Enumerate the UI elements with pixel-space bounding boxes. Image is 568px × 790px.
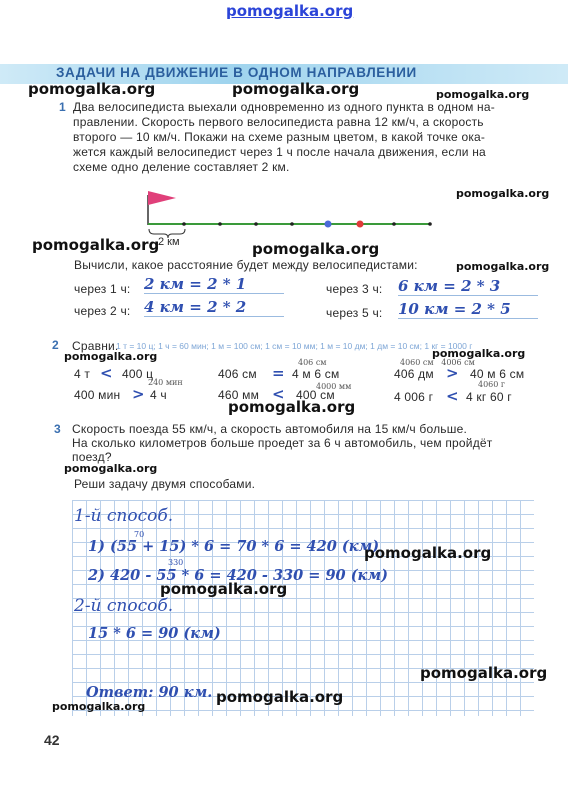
compare-left: 460 мм <box>218 388 260 402</box>
instruction: Реши задачу двумя способами. <box>74 477 256 491</box>
watermark: pomogalka.org <box>228 398 356 416</box>
compare-left: 406 дм <box>394 367 434 381</box>
row-label: через 2 ч: <box>74 304 131 318</box>
units-hint: 1 т = 10 ц; 1 ч = 60 мин; 1 м = 100 см; 1 см = 10 мм; 1 м = 10 дм; 1 дм = 10 см; 1 кг = 1000 г <box>116 341 473 351</box>
task-number: 1 <box>59 100 66 114</box>
task2-prompt: Сравни. <box>72 339 119 353</box>
page-number: 42 <box>44 732 60 748</box>
watermark: pomogalka.org <box>28 80 156 98</box>
watermark: pomogalka.org <box>160 580 288 598</box>
compare-sign[interactable]: < <box>100 364 113 382</box>
answer-field[interactable]: 6 км = 2 * 3 <box>398 277 538 296</box>
solution-step: 2) 420 - 55 * 6 = 420 - 330 = 90 (км) <box>88 567 389 584</box>
task-number: 3 <box>54 422 61 436</box>
solution-step: 1) (55 + 15) * 6 = 70 * 6 = 420 (км) <box>88 538 380 555</box>
compare-right: 400 ц <box>122 367 154 381</box>
answer-field[interactable]: 10 км = 2 * 5 <box>398 300 538 319</box>
watermark: pomogalka.org <box>232 80 360 98</box>
note: 4000 мм <box>316 382 352 391</box>
watermark: pomogalka.org <box>456 260 550 273</box>
watermark: pomogalka.org <box>32 236 160 254</box>
compare-right: 4 ч <box>150 388 167 402</box>
row-label: через 3 ч: <box>326 282 383 296</box>
compare-left: 4 006 г <box>394 390 434 404</box>
compare-sign[interactable]: < <box>446 387 459 405</box>
answer-field[interactable]: 4 км = 2 * 2 <box>144 298 284 317</box>
note: 4060 г <box>478 380 506 389</box>
watermark: pomogalka.org <box>216 688 344 706</box>
watermark: pomogalka.org <box>436 88 530 101</box>
watermark: pomogalka.org <box>364 544 492 562</box>
method1-label: 1-й способ. <box>74 506 174 526</box>
watermark: pomogalka.org <box>252 240 380 258</box>
compare-right: 4 кг 60 г <box>466 390 512 404</box>
compare-sign[interactable]: < <box>272 385 285 403</box>
compare-right: 40 м 6 см <box>470 367 525 381</box>
compare-right: 400 см <box>296 388 335 402</box>
method2-label: 2-й способ. <box>74 596 174 616</box>
compare-sign[interactable]: > <box>132 385 145 403</box>
note: 70 <box>134 530 145 539</box>
red-point <box>357 221 364 228</box>
compare-sign[interactable]: = <box>272 364 285 382</box>
row-label: через 1 ч: <box>74 282 131 296</box>
task-number: 2 <box>52 338 59 352</box>
answer-field[interactable]: 2 км = 2 * 1 <box>144 275 284 294</box>
watermark: pomogalka.org <box>432 347 526 360</box>
watermark: pomogalka.org <box>64 462 158 475</box>
compare-sign[interactable]: > <box>446 364 459 382</box>
task1-text: Два велосипедиста выехали одновременно из одного пункта в одном на- правлении. Скорость первого велосипедиста равна 12 км/ч, а скорость второго — 10 км/ч. Покажи на схеме разным цветом, в какой точке ока- жется каждый велосипедист через 1 ч после начала движения, если на схеме одно деление составляет 2 км. <box>73 100 495 174</box>
row-label: через 5 ч: <box>326 306 383 320</box>
watermark: pomogalka.org <box>52 700 146 713</box>
watermark: pomogalka.org <box>456 187 550 200</box>
compare-left: 406 см <box>218 367 257 381</box>
compare-left: 4 т <box>74 367 91 381</box>
note: 406 см <box>298 358 327 367</box>
task3-text: Скорость поезда 55 км/ч, а скорость автомобиля на 15 км/ч больше. На сколько километров больше проедет за 6 ч автомобиль, чем пройдёт поезд? <box>72 422 493 464</box>
top-watermark: pomogalka.org <box>226 2 354 20</box>
section-title: ЗАДАЧИ НА ДВИЖЕНИЕ В ОДНОМ НАПРАВЛЕНИИ <box>56 65 417 80</box>
note: 4060 см 4006 см <box>400 358 475 367</box>
watermark: pomogalka.org <box>420 664 548 682</box>
compare-left: 400 мин <box>74 388 121 402</box>
watermark: pomogalka.org <box>64 350 158 363</box>
flag-icon <box>148 191 176 205</box>
calc-prompt: Вычисли, какое расстояние будет между велосипедистами: <box>74 258 418 272</box>
solution-step: 15 * 6 = 90 (км) <box>88 625 221 642</box>
scale-label: 2 км <box>158 236 180 248</box>
compare-right: 4 м 6 см <box>292 367 340 381</box>
note: 330 <box>168 558 184 567</box>
note: 240 мин <box>148 378 183 387</box>
blue-point <box>325 221 332 228</box>
answer-text: Ответ: 90 км. <box>86 684 213 701</box>
